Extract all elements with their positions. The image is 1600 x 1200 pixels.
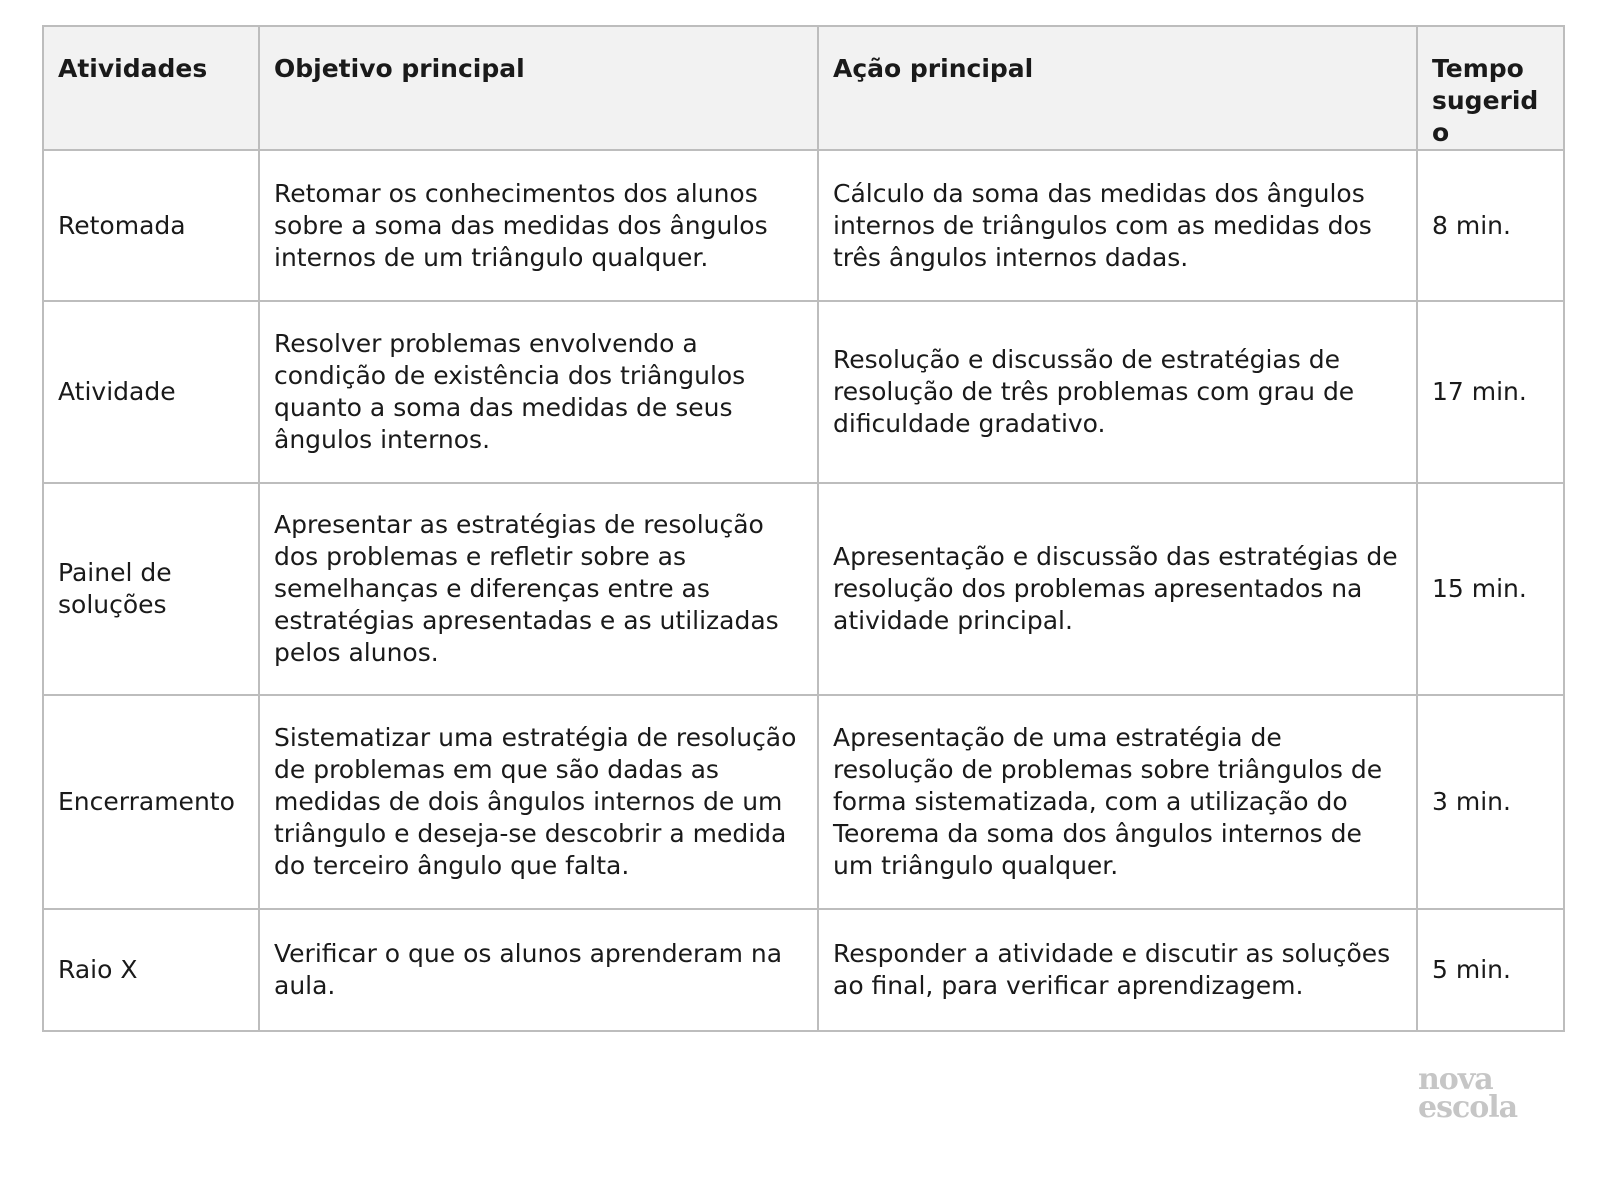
cell-acao: Responder a atividade e discutir as soluções ao final, para verificar aprendizagem.	[818, 909, 1417, 1031]
cell-tempo: 15 min.	[1417, 483, 1564, 695]
cell-objetivo: Sistematizar uma estratégia de resolução de problemas em que são dadas as medidas de dois ângulos internos de um triângulo e deseja-se descobrir a medida do terceiro ângulo que falta.	[259, 695, 818, 909]
header-acao-principal: Ação principal	[818, 26, 1417, 150]
table-row	[43, 301, 1564, 483]
cell-tempo: 17 min.	[1417, 301, 1564, 483]
cell-objetivo: Resolver problemas envolvendo a condição de existência dos triângulos quanto a soma das medidas de seus ângulos internos.	[259, 301, 818, 483]
cell-objetivo: Apresentar as estratégias de resolução dos problemas e refletir sobre as semelhanças e diferenças entre as estratégias apresentadas e as utilizadas pelos alunos.	[259, 483, 818, 695]
cell-atividade: Painel de soluções	[43, 483, 259, 695]
cell-acao: Resolução e discussão de estratégias de resolução de três problemas com grau de dificuldade gradativo.	[818, 301, 1417, 483]
cell-atividade: Atividade	[43, 301, 259, 483]
cell-tempo: 8 min.	[1417, 150, 1564, 301]
table-row	[43, 695, 1564, 909]
header-tempo-sugerido: Tempo sugerido	[1417, 26, 1564, 150]
cell-objetivo: Verificar o que os alunos aprenderam na aula.	[259, 909, 818, 1031]
logo-line-nova: nova	[1418, 1062, 1493, 1097]
cell-atividade: Encerramento	[43, 695, 259, 909]
nova-escola-logo	[1418, 1062, 1538, 1125]
cell-acao: Apresentação de uma estratégia de resolução de problemas sobre triângulos de forma sistematizada, com a utilização do Teorema da soma dos ângulos internos de um triângulo qualquer.	[818, 695, 1417, 909]
cell-acao: Apresentação e discussão das estratégias de resolução dos problemas apresentados na atividade principal.	[818, 483, 1417, 695]
cell-objetivo: Retomar os conhecimentos dos alunos sobre a soma das medidas dos ângulos internos de um triângulo qualquer.	[259, 150, 818, 301]
table-body	[43, 150, 1564, 1031]
cell-atividade: Raio X	[43, 909, 259, 1031]
table-header	[43, 26, 1564, 150]
logo-line-escola: escola	[1418, 1090, 1518, 1125]
table-row	[43, 150, 1564, 301]
table-row	[43, 483, 1564, 695]
cell-tempo: 5 min.	[1417, 909, 1564, 1031]
cell-acao: Cálculo da soma das medidas dos ângulos internos de triângulos com as medidas dos três ângulos internos dadas.	[818, 150, 1417, 301]
header-row	[43, 26, 1564, 150]
header-atividades: Atividades	[43, 26, 259, 150]
lesson-plan-table	[42, 25, 1565, 1032]
table-row	[43, 909, 1564, 1031]
cell-tempo: 3 min.	[1417, 695, 1564, 909]
header-objetivo-principal: Objetivo principal	[259, 26, 818, 150]
cell-atividade: Retomada	[43, 150, 259, 301]
